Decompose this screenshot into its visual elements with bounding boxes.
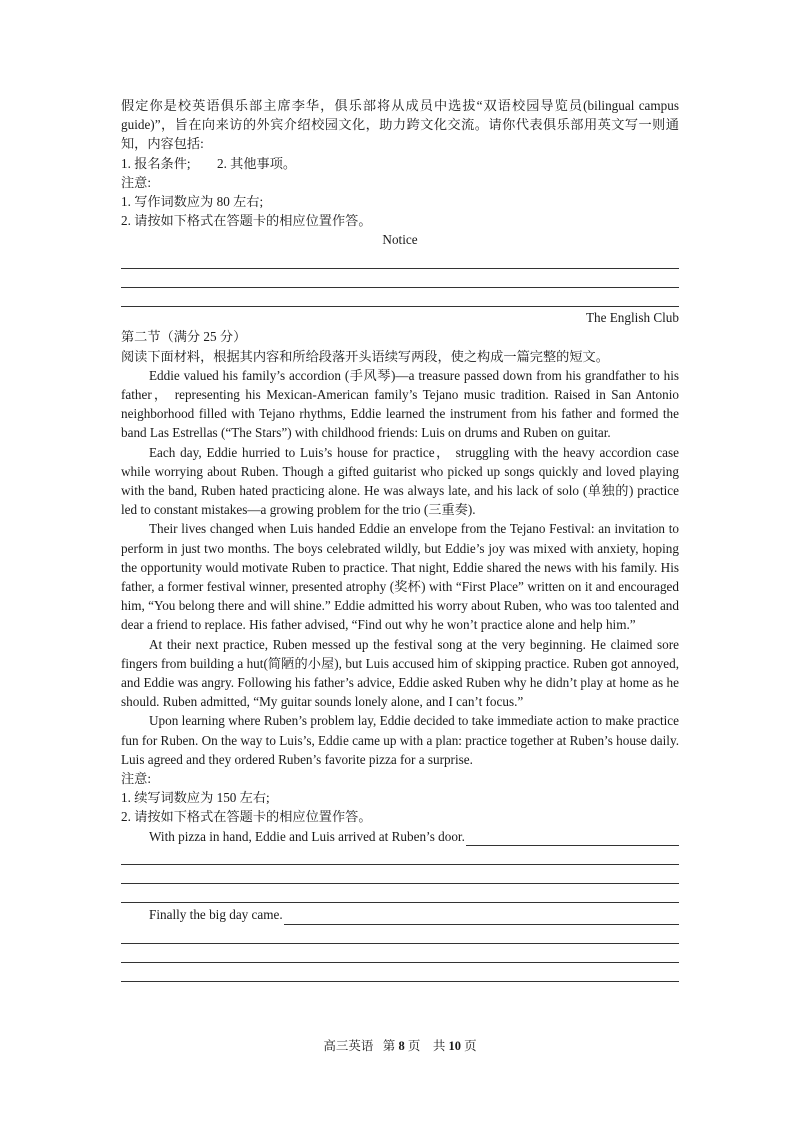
footer-total-pages: 10 <box>448 1039 461 1053</box>
story-paragraph-1: Eddie valued his family’s accordion (手风琴)—a treasure passed down from his grandfather to his father， representing his Mexican-American family’s Tejano music tradition. Raised in San Antonio neighborhood filled with Tejano rhythms, Eddie learned the instrument from his father and formed the band Las Estrellas (“The Stars”) with childhood friends: Luis on drums and Ruben on guitar. <box>121 367 679 441</box>
footer-page-mid: 页 共 <box>407 1039 446 1053</box>
writing-notes-title: 注意: <box>121 174 152 190</box>
section-title: 第二节（满分 25 分） <box>121 329 247 345</box>
answer-line <box>121 250 679 269</box>
answer-line <box>121 269 679 288</box>
story-paragraph-5: Upon learning where Ruben’s problem lay, Eddie decided to take immediate action to make practice fun for Ruben. On the way to Luis’s, Eddie came up with a plan: practice together at Ruben’s house daily. Luis agreed and they ordered Ruben’s favorite pizza for a surprise. <box>121 713 680 767</box>
footer-page-prefix: 第 <box>382 1039 396 1053</box>
footer-page-number: 8 <box>398 1039 405 1053</box>
answer-line <box>121 925 679 944</box>
opener-2: Finally the big day came. <box>149 907 283 923</box>
story-paragraph-2: Each day, Eddie hurried to Luis’s house for practice， struggling with the heavy accordion case while worrying about Ruben. Though a gifted guitarist who picked up songs quickly and loved playing with the band, Ruben hated practicing alone. He was always late, and his lack of solo (单独的) practice led to constant mistakes—a growing problem for the trio (三重奏). <box>121 444 679 518</box>
writing-prompt: 假定你是校英语俱乐部主席李华，俱乐部将从成员中选拔“双语校园导览员(bilingual campus guide)”，旨在向来访的外宾介绍校园文化，助力跨文化交流。请你代表俱乐部用英文写一则通知，内容包括: <box>121 98 679 152</box>
notice-signature: The English Club <box>585 310 679 326</box>
page-footer <box>0 1036 800 1054</box>
answer-line <box>121 288 679 307</box>
answer-line <box>121 865 679 884</box>
answer-line <box>284 910 679 925</box>
story-paragraph-4: At their next practice, Ruben messed up the festival song at the very beginning. He claimed sore fingers from building a hut(简陋的小屋), but Luis accused him of skipping practice. Ruben got annoyed, and Eddie was angry. Following his father’s advice, Eddie asked Ruben why he didn’t play at home as he should. Ruben admitted, “My guitar sounds lonely alone, and I can’t focus.” <box>121 636 679 710</box>
answer-line <box>121 963 679 982</box>
answer-line <box>121 944 679 963</box>
exam-page <box>121 96 679 982</box>
opener-row-2 <box>121 905 679 924</box>
opener-1: With pizza in hand, Eddie and Luis arrived at Ruben’s door. <box>149 828 465 844</box>
notice-title: Notice <box>382 232 418 248</box>
continuation-note-2: 2. 请按如下格式在答题卡的相应位置作答。 <box>121 809 372 825</box>
answer-line <box>121 884 679 903</box>
footer-page-suffix: 页 <box>464 1039 477 1053</box>
writing-note-1: 1. 写作词数应为 80 左右; <box>121 194 264 210</box>
footer-subject: 高三英语 <box>323 1039 374 1053</box>
opener-row-1 <box>121 827 679 846</box>
answer-line <box>121 846 679 865</box>
writing-note-2: 2. 请按如下格式在答题卡的相应位置作答。 <box>121 213 372 229</box>
continuation-notes-title: 注意: <box>121 771 152 787</box>
continuation-note-1: 1. 续写词数应为 150 左右; <box>121 790 270 806</box>
answer-line <box>466 831 679 846</box>
writing-points: 1. 报名条件; 2. 其他事项。 <box>121 155 297 171</box>
section-instruction: 阅读下面材料，根据其内容和所给段落开头语续写两段，使之构成一篇完整的短文。 <box>121 348 609 364</box>
story-paragraph-3: Their lives changed when Luis handed Eddie an envelope from the Tejano Festival: an invitation to perform in just two months. The boys celebrated wildly, but Eddie’s joy was mixed with anxiety, hoping the opportunity would motivate Ruben to practice. That night, Eddie shared the news with his family. His father, a former festival winner, presented atrophy (奖杯) with “First Place” written on it and encouraged him, “You belong there and will shine.” Eddie admitted his worry about Ruben, who was too talented and dear a friend to replace. His father advised, “Find out why he won’t practice alone and help him.” <box>121 521 679 633</box>
